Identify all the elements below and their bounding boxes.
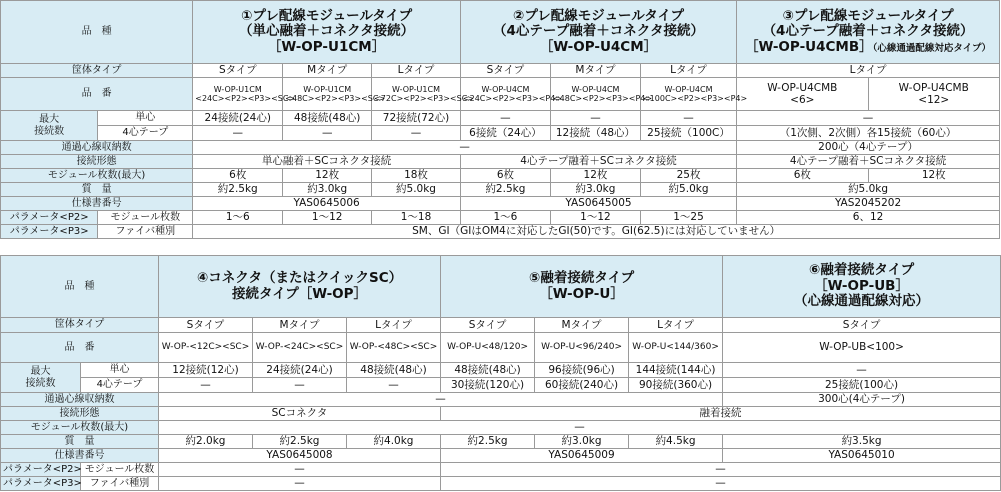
group-header-u1cm: ①プレ配線モジュールタイプ （単心融着＋コネクタ接続） ［W-OP-U1CM］ xyxy=(193,1,461,64)
case-type: Mタイプ xyxy=(253,318,347,333)
spec-number: YAS0645010 xyxy=(723,449,1001,463)
single-connections: 48接続(48心) xyxy=(347,363,441,378)
module-count: 12枚 xyxy=(550,169,640,183)
spec-number: YAS0645009 xyxy=(441,449,723,463)
single-connections: — xyxy=(460,111,550,126)
label-module-count: モジュール枚数(最大) xyxy=(1,169,193,183)
group-header-w-op-u: ⑤融着接続タイプ ［W-OP-U］ xyxy=(441,256,723,318)
label-max-connections: 最大 接続数 xyxy=(1,363,81,393)
param-p2: — xyxy=(159,463,441,477)
single-connections: 24接続(24心) xyxy=(193,111,283,126)
case-type: Lタイプ xyxy=(372,64,461,78)
part-number: W-OP-U1CM <24C><P2><P3><SC> xyxy=(193,78,283,111)
label-param-p3-fiber: ファイバ種別 xyxy=(98,225,193,239)
label-spec-number: 仕様書番号 xyxy=(1,449,159,463)
part-number: W-OP-U1CM <72C><P2><P3><SC> xyxy=(372,78,461,111)
mass: 約2.5kg xyxy=(460,183,550,197)
case-type: Mタイプ xyxy=(550,64,640,78)
spec-number: YAS0645006 xyxy=(193,197,461,211)
mass: 約5.0kg xyxy=(640,183,736,197)
case-type: Lタイプ xyxy=(737,64,1000,78)
mass: 約5.0kg xyxy=(372,183,461,197)
pass-through-capacity: — xyxy=(159,393,723,407)
param-p3: SM、GI（GIはOM4に対応したGI(50)です。GI(62.5)には対応していません） xyxy=(193,225,1000,239)
label-spec-number: 仕様書番号 xyxy=(1,197,193,211)
mass: 約3.5kg xyxy=(723,435,1001,449)
param-p2: 1〜25 xyxy=(640,211,736,225)
mass: 約3.0kg xyxy=(550,183,640,197)
spec-number: YAS0645005 xyxy=(460,197,736,211)
spec-table-connector-fusion xyxy=(0,255,1001,491)
single-connections: 144接続(144心) xyxy=(629,363,723,378)
case-type: Mタイプ xyxy=(535,318,629,333)
part-number: W-OP-U1CM <48C><P2><P3><SC> xyxy=(283,78,372,111)
module-count: 6枚 xyxy=(737,169,868,183)
case-type: Sタイプ xyxy=(441,318,535,333)
label-mass: 質 量 xyxy=(1,183,193,197)
section-gap xyxy=(0,243,1000,255)
part-number: W-OP-<24C><SC> xyxy=(253,333,347,363)
tape-connections: 60接続(240心) xyxy=(535,378,629,393)
case-type: Sタイプ xyxy=(460,64,550,78)
label-param-p3: パラメータ<P3> xyxy=(1,225,98,239)
mass: 約2.5kg xyxy=(193,183,283,197)
single-connections: 72接続(72心) xyxy=(372,111,461,126)
part-number: W-OP-U4CM <48C><P2><P3><P4> xyxy=(550,78,640,111)
part-number: W-OP-U4CM <24C><P2><P3><P4> xyxy=(460,78,550,111)
spec-number: YAS2045202 xyxy=(737,197,1000,211)
part-number: W-OP-UB<100> xyxy=(723,333,1001,363)
connection-form: 単心融着＋SCコネクタ接続 xyxy=(193,155,461,169)
connection-form: 4心テープ融着＋SCコネクタ接続 xyxy=(460,155,736,169)
part-number: W-OP-<48C><SC> xyxy=(347,333,441,363)
param-p2: 6、12 xyxy=(737,211,1000,225)
module-count: 12枚 xyxy=(868,169,1000,183)
case-type: Mタイプ xyxy=(283,64,372,78)
single-connections: — xyxy=(640,111,736,126)
mass: 約4.0kg xyxy=(347,435,441,449)
connection-form: SCコネクタ xyxy=(159,407,441,421)
label-connection-form: 接続形態 xyxy=(1,155,193,169)
mass: 約3.0kg xyxy=(535,435,629,449)
mass: 約2.5kg xyxy=(253,435,347,449)
label-param-p2-module: モジュール枚数 xyxy=(98,211,193,225)
label-part-number: 品 番 xyxy=(1,78,193,111)
single-connections: 96接続(96心) xyxy=(535,363,629,378)
label-param-p2: パラメータ<P2> xyxy=(1,211,98,225)
tape-connections: 90接続(360心) xyxy=(629,378,723,393)
param-p3: — xyxy=(441,477,1001,491)
spec-number: YAS0645008 xyxy=(159,449,441,463)
label-connection-form: 接続形態 xyxy=(1,407,159,421)
case-type: Lタイプ xyxy=(640,64,736,78)
label-pass-through: 通過心線収納数 xyxy=(1,393,159,407)
tape-connections: 30接続(120心) xyxy=(441,378,535,393)
label-case-type: 筐体タイプ xyxy=(1,64,193,78)
param-p2: 1〜6 xyxy=(193,211,283,225)
group-header-w-op-ub: ⑥融着接続タイプ ［W-OP-UB］ （心線通過配線対応） xyxy=(723,256,1001,318)
mass: 約2.0kg xyxy=(159,435,253,449)
param-p2: — xyxy=(441,463,1001,477)
part-number: W-OP-U4CMB <6> xyxy=(737,78,868,111)
case-type: Sタイプ xyxy=(159,318,253,333)
pass-through-capacity: 300心(4心テープ) xyxy=(723,393,1001,407)
spec-table-prewired xyxy=(0,0,1000,239)
module-count: — xyxy=(159,421,1001,435)
pass-through-capacity: 200心（4心テープ） xyxy=(737,141,1000,155)
tape-connections: 6接続（24心） xyxy=(460,126,550,141)
label-part-number: 品 番 xyxy=(1,333,159,363)
mass: 約5.0kg xyxy=(737,183,1000,197)
case-type: Lタイプ xyxy=(347,318,441,333)
param-p2: 1〜12 xyxy=(550,211,640,225)
case-type: Lタイプ xyxy=(629,318,723,333)
label-product-type: 品 種 xyxy=(1,256,159,318)
part-number: W-OP-U4CMB <12> xyxy=(868,78,1000,111)
module-count: 6枚 xyxy=(193,169,283,183)
label-pass-through: 通過心線収納数 xyxy=(1,141,193,155)
group-header-u4cmb: ③プレ配線モジュールタイプ （4心テープ融着＋コネクタ接続） ［W-OP-U4CMB］（心線通過配線対応タイプ） xyxy=(737,1,1000,64)
part-number: W-OP-U4CM <100C><P2><P3><P4> xyxy=(640,78,736,111)
single-connections: 12接続(12心) xyxy=(159,363,253,378)
part-number: W-OP-U<48/120> xyxy=(441,333,535,363)
single-connections: 24接続(24心) xyxy=(253,363,347,378)
module-count: 25枚 xyxy=(640,169,736,183)
label-param-p3: パラメータ<P3> xyxy=(1,477,81,491)
connection-form: 融着接続 xyxy=(441,407,1001,421)
tape-connections: — xyxy=(372,126,461,141)
mass: 約2.5kg xyxy=(441,435,535,449)
tape-connections: 12接続（48心） xyxy=(550,126,640,141)
label-param-p3-fiber: ファイバ種別 xyxy=(81,477,159,491)
label-product-type: 品 種 xyxy=(1,1,193,64)
tape-connections: — xyxy=(193,126,283,141)
label-param-p2: パラメータ<P2> xyxy=(1,463,81,477)
single-connections: — xyxy=(550,111,640,126)
pass-through-capacity: — xyxy=(193,141,737,155)
label-max-connections: 最大 接続数 xyxy=(1,111,98,141)
part-number: W-OP-U<96/240> xyxy=(535,333,629,363)
param-p2: 1〜12 xyxy=(283,211,372,225)
module-count: 12枚 xyxy=(283,169,372,183)
connection-form: 4心テープ融着＋SCコネクタ接続 xyxy=(737,155,1000,169)
tape-connections: （1次側、2次側）各15接続（60心） xyxy=(737,126,1000,141)
case-type: Sタイプ xyxy=(193,64,283,78)
label-module-count: モジュール枚数(最大) xyxy=(1,421,159,435)
tape-connections: 25接続（100C） xyxy=(640,126,736,141)
label-mass: 質 量 xyxy=(1,435,159,449)
label-single-fiber: 単心 xyxy=(98,111,193,126)
group-header-w-op: ④コネクタ（またはクイックSC） 接続タイプ［W-OP］ xyxy=(159,256,441,318)
module-count: 18枚 xyxy=(372,169,461,183)
tape-connections: — xyxy=(159,378,253,393)
tape-connections: — xyxy=(347,378,441,393)
label-4core-tape: 4心テープ xyxy=(81,378,159,393)
mass: 約3.0kg xyxy=(283,183,372,197)
tape-connections: 25接続(100心) xyxy=(723,378,1001,393)
case-type: Sタイプ xyxy=(723,318,1001,333)
tape-connections: — xyxy=(283,126,372,141)
single-connections: — xyxy=(723,363,1001,378)
label-single-fiber: 単心 xyxy=(81,363,159,378)
tape-connections: — xyxy=(253,378,347,393)
part-number: W-OP-U<144/360> xyxy=(629,333,723,363)
param-p3: — xyxy=(159,477,441,491)
param-p2: 1〜6 xyxy=(460,211,550,225)
mass: 約4.5kg xyxy=(629,435,723,449)
param-p2: 1〜18 xyxy=(372,211,461,225)
single-connections: 48接続(48心) xyxy=(283,111,372,126)
single-connections: — xyxy=(737,111,1000,126)
label-param-p2-module: モジュール枚数 xyxy=(81,463,159,477)
label-case-type: 筐体タイプ xyxy=(1,318,159,333)
label-4core-tape: 4心テープ xyxy=(98,126,193,141)
module-count: 6枚 xyxy=(460,169,550,183)
single-connections: 48接続(48心) xyxy=(441,363,535,378)
group-header-u4cm: ②プレ配線モジュールタイプ （4心テープ融着＋コネクタ接続） ［W-OP-U4CM］ xyxy=(460,1,736,64)
part-number: W-OP-<12C><SC> xyxy=(159,333,253,363)
